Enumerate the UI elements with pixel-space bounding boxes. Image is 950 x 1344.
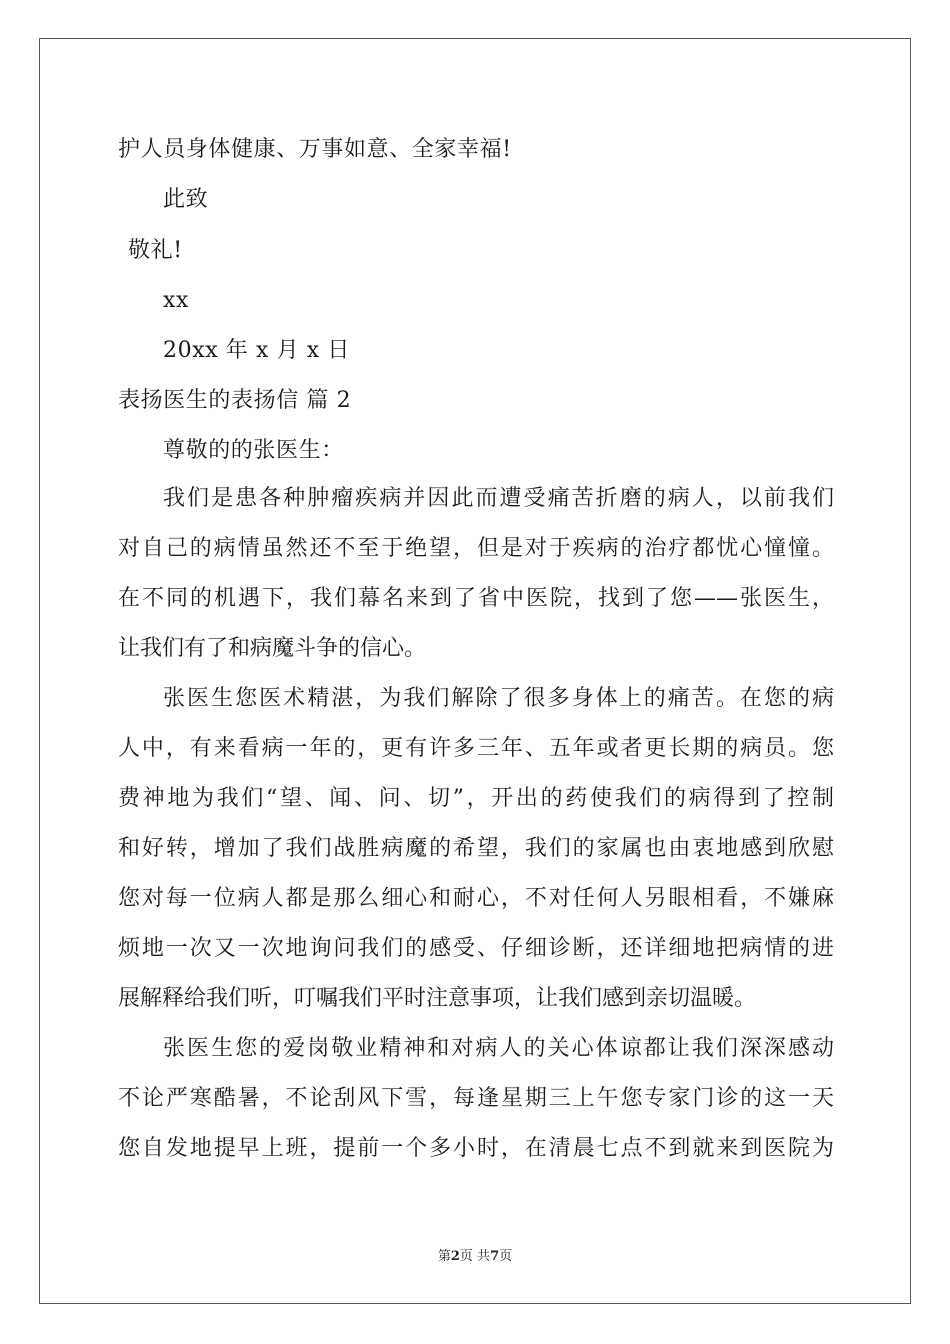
greeting: 尊敬的的张医生： [163, 438, 344, 463]
paragraph-1-line-3: 在不同的机遇下，我们幕名来到了省中医院，找到了您——张医生， [118, 586, 834, 611]
page-border [39, 38, 911, 1304]
page-current: 2 [450, 1249, 460, 1264]
salutation-ci-zhi: 此致 [163, 187, 209, 212]
paragraph-2-line-7: 展解释给我们听，叮嘱我们平时注意事项，让我们感到亲切温暖。 [118, 986, 757, 1011]
page-total: 7 [490, 1249, 500, 1264]
paragraph-2-line-5: 您对每一位病人都是那么细心和耐心，不对任何人另眼相看，不嫌麻 [118, 886, 834, 911]
paragraph-3-line-2: 不论严寒酷暑，不论刮风下雪，每逢星期三上午您专家门诊的这一天 [118, 1086, 834, 1111]
page-suffix: 页 [499, 1249, 513, 1264]
paragraph-2-line-4: 和好转，增加了我们战胜病魔的希望，我们的家属也由衷地感到欣慰 [118, 836, 834, 861]
page-number-footer [0, 1248, 950, 1266]
paragraph-2-line-3: 费神地为我们“望、闻、问、切”，开出的药使我们的病得到了控制 [118, 786, 834, 811]
page-mid: 页 共 [459, 1249, 491, 1264]
paragraph-3-line-3: 您自发地提早上班，提前一个多小时，在清晨七点不到就来到医院为 [118, 1136, 834, 1161]
signature: xx [163, 288, 190, 313]
salutation-jing-li: 敬礼! [128, 238, 183, 263]
paragraph-2-line-1: 张医生您医术精湛，为我们解除了很多身体上的痛苦。在您的病 [163, 686, 834, 711]
section-title: 表扬医生的表扬信 篇 2 [118, 388, 352, 413]
paragraph-2-line-2: 人中，有来看病一年的，更有许多三年、五年或者更长期的病员。您 [118, 736, 834, 761]
paragraph-1-line-2: 对自己的病情虽然还不至于绝望，但是对于疾病的治疗都忧心憧憧。 [118, 536, 834, 561]
paragraph-1-line-4: 让我们有了和病魔斗争的信心。 [118, 636, 427, 661]
paragraph-2-line-6: 烦地一次又一次地询问我们的感受、仔细诊断，还详细地把病情的进 [118, 936, 834, 961]
paragraph-1-line-1: 我们是患各种肿瘤疾病并因此而遭受痛苦折磨的病人，以前我们 [163, 486, 834, 511]
closing-line: 护人员身体健康、万事如意、全家幸福! [118, 137, 512, 162]
letter-date: 20xx 年 x 月 x 日 [163, 338, 350, 363]
paragraph-3-line-1: 张医生您的爱岗敬业精神和对病人的关心体谅都让我们深深感动 [163, 1036, 834, 1061]
page-prefix: 第 [437, 1249, 451, 1264]
